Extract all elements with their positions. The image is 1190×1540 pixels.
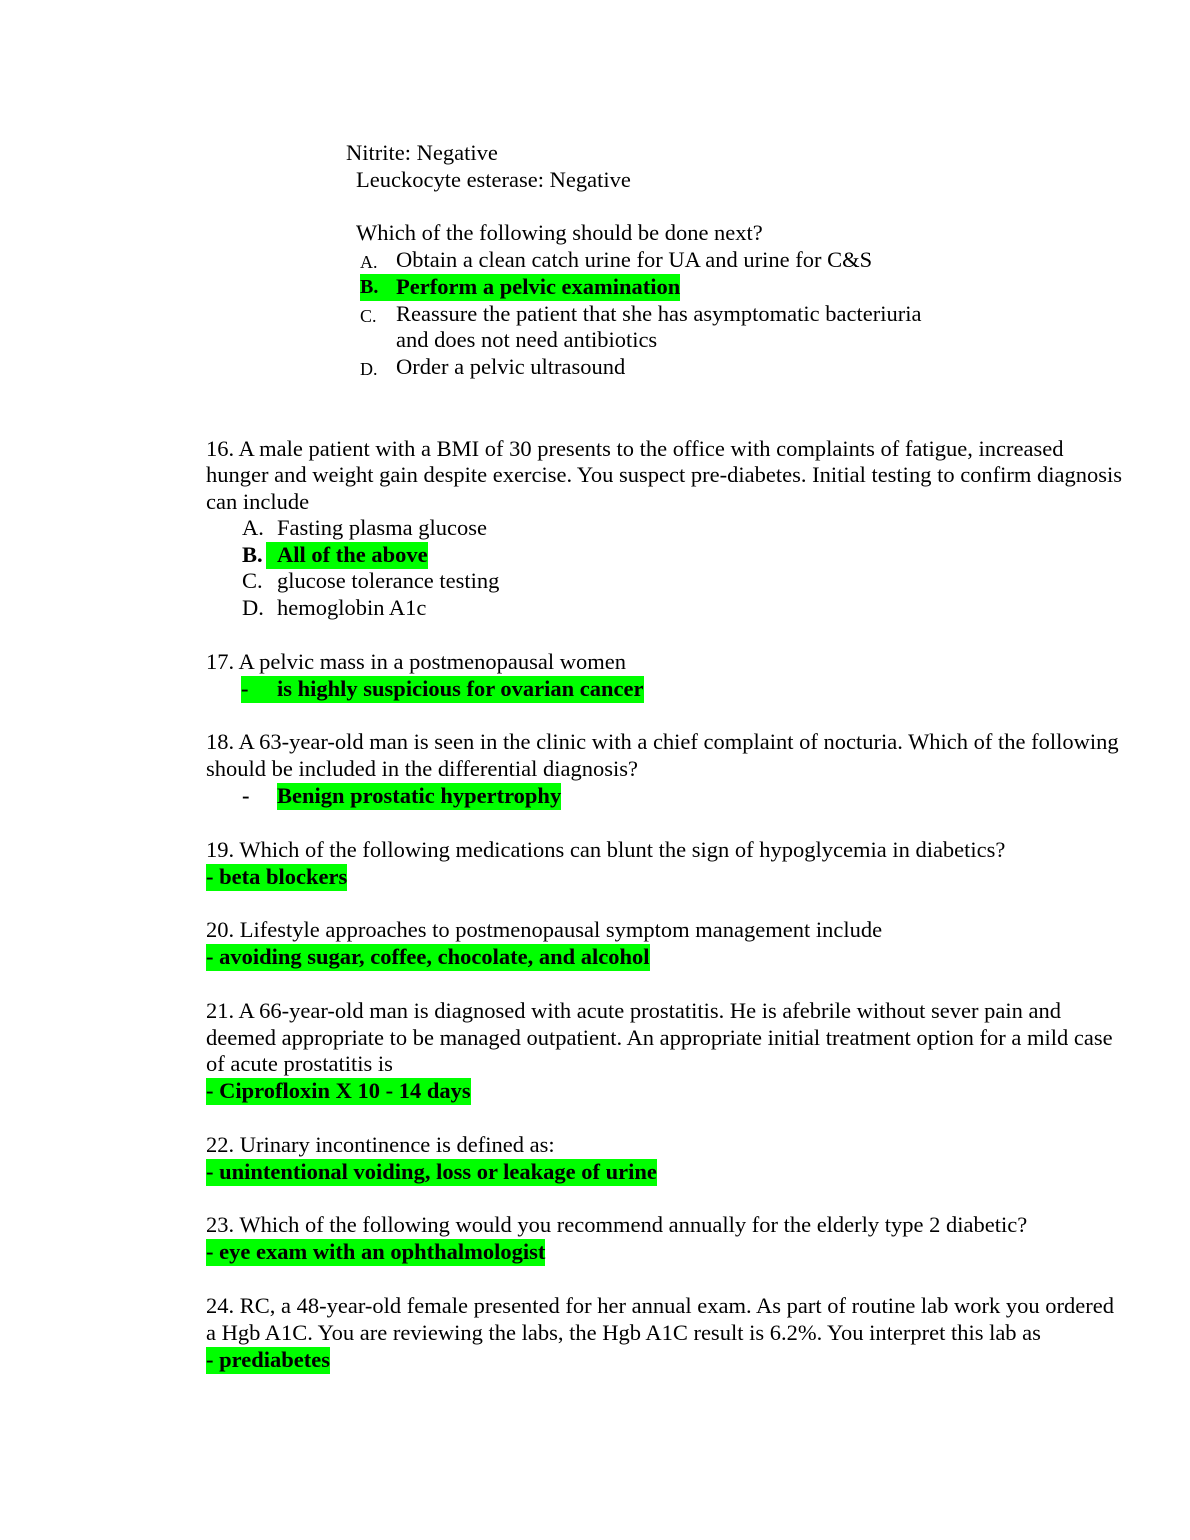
option-text: Order a pelvic ultrasound <box>396 354 626 379</box>
q21-question-line: 21. A 66-year-old man is diagnosed with acute prostatitis. He is afebrile without sever pain and <box>206 998 1061 1023</box>
q24-question-line: a Hgb A1C. You are reviewing the labs, the Hgb A1C result is 6.2%. You interpret this lab as <box>206 1320 1041 1345</box>
answer-dash: - <box>241 676 277 703</box>
answer-text: Benign prostatic hypertrophy <box>277 783 562 808</box>
q21-question-line: deemed appropriate to be managed outpatient. An appropriate initial treatment option for a mild case <box>206 1025 1113 1050</box>
q24-question-line: 24. RC, a 48-year-old female presented for her annual exam. As part of routine lab work you ordered <box>206 1293 1114 1318</box>
q24-answer: - prediabetes <box>206 1347 330 1372</box>
leukocyte-result: Leuckocyte esterase: Negative <box>356 167 631 192</box>
answer-text: is highly suspicious for ovarian cancer <box>277 676 644 701</box>
q19-question: 19. Which of the following medications can blunt the sign of hypoglycemia in diabetics? <box>206 837 1006 862</box>
q22-question: 22. Urinary incontinence is defined as: <box>206 1132 555 1157</box>
option-letter: B. <box>360 274 394 301</box>
option-letter: C. <box>360 306 377 326</box>
option-text: Fasting plasma glucose <box>277 515 487 540</box>
q20-question: 20. Lifestyle approaches to postmenopausal symptom management include <box>206 917 883 942</box>
q16-question-line: can include <box>206 489 310 514</box>
option-text: hemoglobin A1c <box>277 595 427 620</box>
q21-answer: - Ciprofloxin X 10 - 14 days <box>206 1078 471 1103</box>
q18-question-line: 18. A 63-year-old man is seen in the clinic with a chief complaint of nocturia. Which of the following <box>206 729 1119 754</box>
option-text: Perform a pelvic examination <box>396 274 681 299</box>
q20-answer: - avoiding sugar, coffee, chocolate, and alcohol <box>206 944 650 969</box>
answer-dash: - <box>242 783 250 808</box>
option-text: Obtain a clean catch urine for UA and urine for C&S <box>396 247 873 272</box>
q16-question-line: 16. A male patient with a BMI of 30 presents to the office with complaints of fatigue, increased <box>206 436 1064 461</box>
option-text: Reassure the patient that she has asymptomatic bacteriuria <box>396 301 922 326</box>
option-text: glucose tolerance testing <box>277 568 500 593</box>
nitrite-result: Nitrite: Negative <box>346 140 498 165</box>
q21-question-line: of acute prostatitis is <box>206 1051 393 1076</box>
q22-answer: - unintentional voiding, loss or leakage of urine <box>206 1159 657 1184</box>
option-text: All of the above <box>266 542 428 569</box>
option-letter: D. <box>242 595 264 620</box>
q18-question-line: should be included in the differential diagnosis? <box>206 756 638 781</box>
q23-answer: - eye exam with an ophthalmologist <box>206 1239 546 1264</box>
option-letter: B. <box>242 542 263 567</box>
option-text-continued: and does not need antibiotics <box>396 327 658 352</box>
q16-question-line: hunger and weight gain despite exercise. You suspect pre-diabetes. Initial testing to confirm diagnosis <box>206 462 1123 487</box>
q19-answer: - beta blockers <box>206 864 348 889</box>
option-letter: A. <box>360 252 378 272</box>
q17-question: 17. A pelvic mass in a postmenopausal women <box>206 649 626 674</box>
q15-question: Which of the following should be done next? <box>356 220 763 245</box>
option-letter: A. <box>242 515 264 540</box>
option-letter: C. <box>242 568 263 593</box>
option-letter: D. <box>360 359 378 379</box>
q23-question: 23. Which of the following would you recommend annually for the elderly type 2 diabetic? <box>206 1212 1028 1237</box>
